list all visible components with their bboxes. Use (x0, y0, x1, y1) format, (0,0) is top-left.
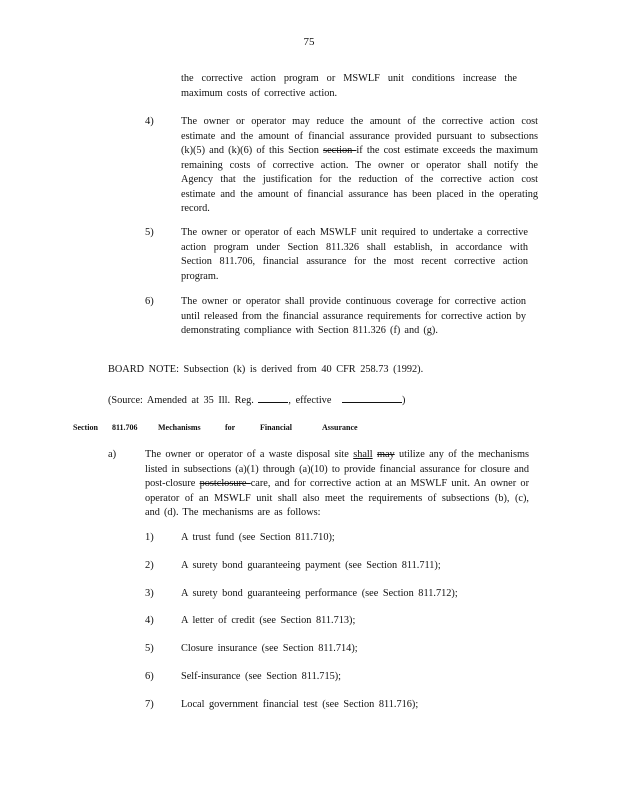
section-title-word-2: for (225, 423, 236, 432)
mechanism-5-text: Closure insurance (see Section 811.714); (181, 643, 358, 654)
section-label: Section (73, 423, 98, 432)
subsection-a-struck-text-2: postclosure (199, 478, 251, 489)
source-prefix: (Source: Amended at 35 Ill. Reg. (108, 395, 254, 406)
source-suffix: ) (401, 395, 406, 406)
mechanism-2-number: 2) (145, 560, 154, 571)
mechanism-1-text: A trust fund (see Section 811.710); (181, 532, 335, 543)
intro-continuation: the corrective action program or MSWLF unit conditions increase the maximum costs of corrective action. (181, 73, 517, 99)
mechanism-5-number: 5) (145, 643, 154, 654)
subsection-a-part2: utilize any of the mechanisms listed in subsections (a)(1) through (a)(10) to provide financial assurance for closure and post-closure (145, 449, 529, 489)
section-number: 811.706 (112, 423, 138, 432)
mechanism-1-number: 1) (145, 532, 154, 543)
source-effective: , effective (288, 395, 332, 406)
subsection-a-text (145, 448, 529, 521)
section-title-word-4: Assurance (322, 423, 358, 432)
mechanism-7-number: 7) (145, 699, 154, 710)
subsection-a-part1: The owner or operator of a waste disposal site (145, 449, 354, 460)
subsection-a-inserted-text: shall (353, 449, 373, 460)
mechanism-6-text: Self-insurance (see Section 811.715); (181, 671, 342, 682)
mechanism-2-text: A surety bond guaranteeing payment (see Section 811.711); (181, 560, 441, 571)
page-number: 75 (303, 36, 315, 48)
item-5-text: The owner or operator of each MSWLF unit required to undertake a corrective action program under Section 811.326 shall establish, in accordance with Section 811.706, financial assurance for the most recent corrective action program. (181, 227, 528, 282)
mechanism-3-text: A surety bond guaranteeing performance (see Section 811.712); (181, 588, 458, 599)
mechanism-7-text: Local government financial test (see Section 811.716); (181, 699, 419, 710)
mechanism-3-number: 3) (145, 588, 154, 599)
section-title-word-1: Mechanisms (158, 423, 201, 432)
subsection-a-part3: care, and for corrective action at an MSWLF unit. An owner or operator of an MSWLF unit shall also meet the requirements of subsections (b), (c), and (d). The mechanisms are as follows: (145, 478, 530, 518)
item-4-text-part2: if the cost estimate exceeds the maximum remaining costs of corrective action. The owner or operator shall notify the Agency that the justification for the reduction of the corrective action cost estimate and the amount of financial assurance has been placed in the operating record. (181, 145, 538, 214)
subsection-a-struck-text-1: may (376, 449, 395, 460)
item-4-struck-text: section (323, 145, 357, 156)
subsection-a-letter: a) (108, 449, 117, 460)
item-4-number: 4) (145, 116, 154, 127)
item-6-number: 6) (145, 296, 154, 307)
source-blank-date (342, 393, 402, 403)
item-4-text (181, 115, 538, 217)
item-5-number: 5) (145, 227, 154, 238)
source-blank-register (258, 393, 288, 403)
board-note: BOARD NOTE: Subsection (k) is derived from 40 CFR 258.73 (1992). (108, 364, 424, 375)
source-note (108, 393, 405, 406)
mechanism-6-number: 6) (145, 671, 154, 682)
mechanism-4-text: A letter of credit (see Section 811.713); (181, 615, 356, 626)
mechanism-4-number: 4) (145, 615, 154, 626)
item-6-text: The owner or operator shall provide continuous coverage for corrective action until released from the financial assurance requirements for corrective action by demonstrating compliance with Section 811.326 (f) and (g). (181, 296, 526, 336)
section-title-word-3: Financial (260, 423, 293, 432)
item-4-text-part1: The owner or operator may reduce the amount of the corrective action cost estimate and the amount of financial assurance provided pursuant to subsections (k)(5) and (k)(6) of this Section (181, 116, 538, 156)
